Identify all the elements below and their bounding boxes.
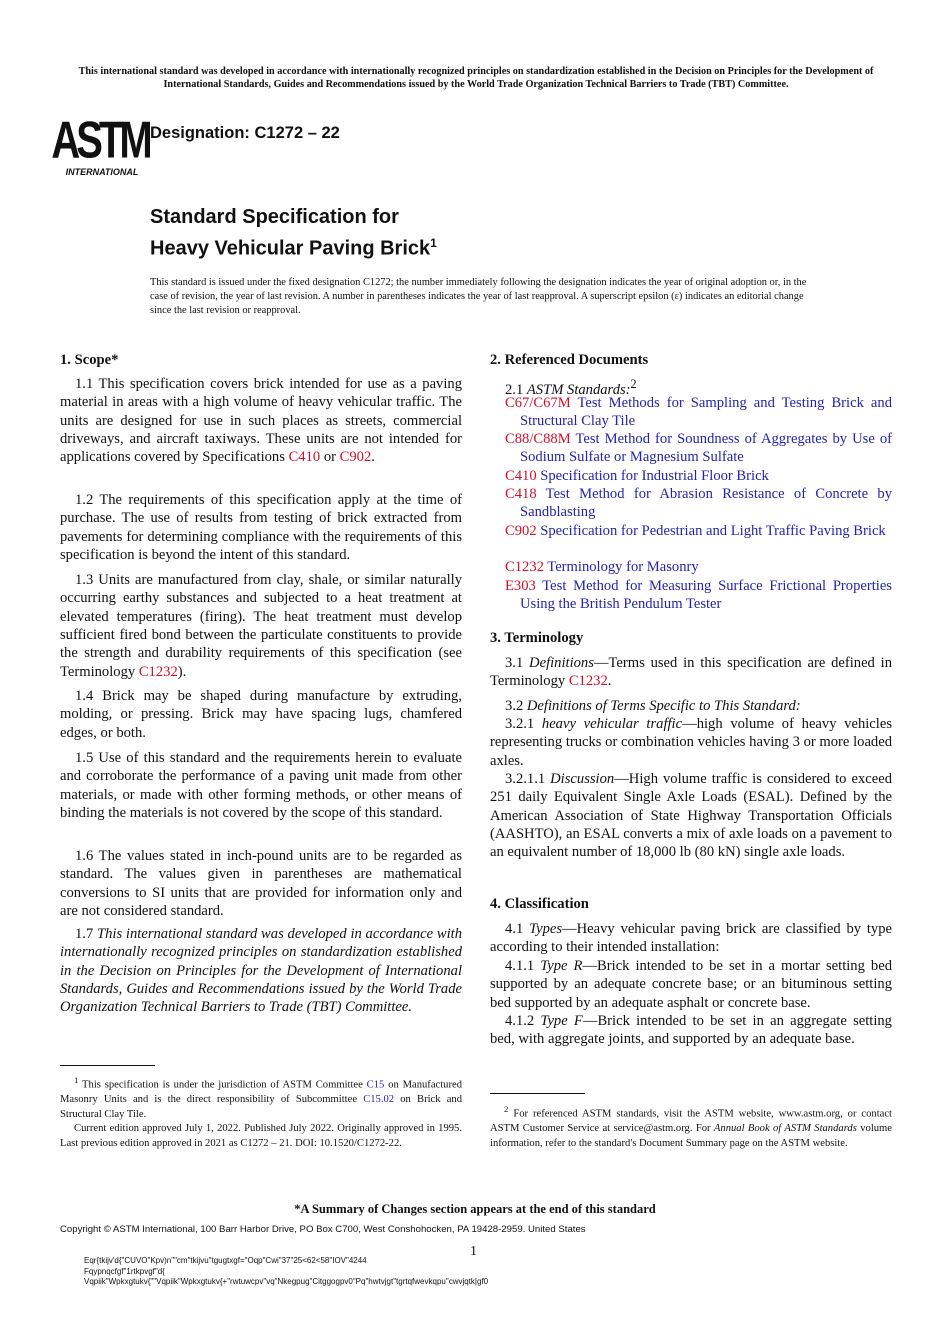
text-segment: ).: [177, 663, 187, 680]
paragraph-text: [490, 920, 892, 957]
paragraph: [60, 571, 462, 681]
paragraph: [60, 491, 462, 564]
text-segment: Types: [529, 921, 563, 937]
summary-of-changes-note: *A Summary of Changes section appears at the end of this standard: [294, 1202, 656, 1216]
paragraph-text: [505, 577, 892, 614]
reference-link[interactable]: C410: [505, 468, 537, 484]
referenced-document: [490, 522, 892, 540]
reference-link[interactable]: E303: [505, 578, 536, 594]
text-segment: 1. Scope*: [60, 352, 119, 368]
text-segment: 2.1: [505, 381, 527, 398]
text-segment: —Terms used in this specification are defined in Terminology: [490, 655, 893, 690]
text-segment: 1.1 This specification covers brick intended for use as a paving material in areas with a high volume of heavy vehicular traffic. The units are designed for use in such places as streets, commercial driveways, and aircraft taxiways. These units are not intended for applications covered by Specifications: [60, 376, 462, 466]
paragraph-text: [505, 485, 892, 522]
text-segment: .: [371, 449, 375, 466]
paragraph: [490, 654, 892, 691]
text-segment: Definitions: [529, 655, 594, 671]
footnote: [60, 1073, 462, 1122]
title-line-1: Standard Specification for: [150, 206, 399, 228]
text-segment: 2. Referenced Documents: [490, 352, 649, 368]
text-segment: 1.6 The values stated in inch-pound units are to be regarded as standard. The values given in parentheses are mathematical conversions to SI units that are provided for information only and are not considered standard.: [60, 848, 462, 920]
paragraph: [490, 770, 892, 862]
issuance-note: This standard is issued under the fixed designation C1272; the number immediately following the designation indicates the year of original adoption or, in the case of revision, the year of last revision. A number in parentheses indicates the year of last reapproval. A superscript epsilon (ε) indicates an editorial change since the last revision or reapproval.: [150, 277, 807, 316]
paragraph: [490, 715, 892, 770]
title-line-2: Heavy Vehicular Paving Brick: [150, 237, 431, 260]
paragraph-text: [60, 375, 462, 467]
reference-link[interactable]: C902: [505, 523, 537, 539]
title-footnote-ref[interactable]: 1: [430, 236, 437, 250]
paragraph-text: [505, 467, 892, 485]
text-segment: ASTM Standards:: [526, 381, 631, 398]
reference-link[interactable]: C88/C88M: [505, 431, 571, 447]
page-title: [150, 204, 437, 262]
astm-logo: [51, 108, 149, 178]
paragraph-text: [490, 629, 892, 647]
reference-link[interactable]: Test Method for Measuring Surface Frictional Properties Using the British Pendulum Tester: [520, 578, 892, 613]
text-segment: volume information, refer to the standard's Document Summary page on the ASTM website.: [490, 1123, 892, 1149]
reference-link[interactable]: Specification for Pedestrian and Light Traffic Paving Brick: [536, 523, 886, 539]
reference-link[interactable]: C1232: [138, 663, 178, 680]
text-segment: 4. Classification: [490, 896, 589, 912]
paragraph: [60, 687, 462, 742]
text-segment: This specification is under the jurisdiction of ASTM Committee: [78, 1079, 367, 1091]
text-segment: —High volume traffic is considered to exceed 251 daily Equivalent Single Axle Loads (ESAL). Defined by the American Association of State Highway Transportation Officials (AASHTO), an ESAL converts a mix of axle loads on a pavement to an equivalent number of 18,000 lb (80 kN) single axle loads.: [490, 771, 892, 861]
footnotes-right: [490, 1102, 892, 1151]
text-segment: 1.2 The requirements of this specification apply at the time of purchase. The use of results from testing of brick extracted from pavements for determining compliance with the requirements of this specification is beyond the intent of this standard.: [60, 492, 462, 564]
paragraph-text: [490, 1012, 892, 1049]
text-segment: For referenced ASTM standards, visit the ASTM website, www.astm.org, or contact ASTM Customer Service at service@astm.org. For: [490, 1108, 892, 1135]
paragraph-text: [60, 749, 462, 822]
text-segment: Discussion: [550, 771, 615, 787]
text-segment: on Manufactured Masonry Units and is the direct responsibility of Subcommittee: [60, 1079, 462, 1106]
text-segment: 3.1: [505, 655, 530, 671]
text-segment: 1.4 Brick may be shaped during manufacture by extruding, molding, or pressing. Brick may have spacing lugs, chamfered edges, or both.: [60, 688, 462, 741]
paragraph-text: [490, 351, 892, 369]
text-segment: Type R: [540, 958, 583, 974]
text-segment: 3.2.1: [505, 716, 542, 732]
paragraph-text: [60, 687, 462, 742]
reference-link[interactable]: C1232: [568, 673, 608, 690]
text-segment: This international standard was developed in accordance with internationally recognized principles on standardization established in the Decision on Principles for the Development of International Standards, Guides and Recommendations issued by the World Trade Organization Technical Barriers to Trade (TBT) Committee.: [60, 926, 463, 1016]
paragraph-text: [490, 957, 892, 1012]
referenced-document: [490, 394, 892, 431]
paragraph-text: [490, 654, 892, 691]
paragraph-text: [490, 895, 892, 913]
paragraph-text: [505, 522, 892, 540]
reference-link[interactable]: C15: [366, 1079, 385, 1091]
paragraph: [490, 957, 892, 1012]
paragraph-text: [490, 770, 892, 862]
section-heading: [490, 351, 892, 369]
watermark-line: Fqypnqcfgf"1rtkpvgf"d{: [84, 1266, 165, 1276]
text-segment: 3.2.1.1: [505, 771, 551, 787]
footnote: [490, 1102, 892, 1151]
paragraph: [60, 375, 462, 467]
text-segment: Annual Book of ASTM Standards: [713, 1123, 857, 1135]
license-watermark: [84, 1256, 488, 1288]
text-segment: 1.7: [75, 926, 98, 942]
footnote-ref[interactable]: 2: [630, 377, 637, 391]
reference-link[interactable]: Test Method for Abrasion Resistance of Concrete by Sandblasting: [520, 486, 892, 521]
footnote-ref[interactable]: 1: [74, 1075, 79, 1085]
paragraph: [490, 920, 892, 957]
paragraph-text: [60, 925, 462, 1017]
reference-link[interactable]: Specification for Industrial Floor Brick: [536, 468, 769, 484]
tbt-notice: This international standard was developed in accordance with internationally recognized principles on standardization established in the Decision on Principles for the Development of International Standards, Guides and Recommendations issued by the World Trade Organization Technical Barriers to Trade (TBT) Committee.: [78, 66, 874, 90]
text-segment: .: [607, 673, 612, 690]
watermark-line: Eqr{tkijv'd{"CUVO"Kpv)n""cm"tkijvu"tgugtxgf="Oqp"Cwi"37"25<62<58"IOV"4244: [84, 1256, 367, 1265]
paragraph: [490, 1012, 892, 1049]
reference-link[interactable]: Terminology for Masonry: [543, 559, 699, 575]
section-heading: [60, 351, 462, 369]
copyright: Copyright © ASTM International, 100 Barr Harbor Drive, PO Box C700, West Conshohocken, PA 19428-2959. United States: [60, 1224, 586, 1235]
svg-text:ASTM: ASTM: [51, 110, 149, 169]
paragraph: [60, 847, 462, 920]
text-segment: 3. Terminology: [490, 630, 584, 646]
text-segment: —Heavy vehicular paving brick are classified by type according to their intended installation:: [490, 921, 893, 956]
paragraph-text: [60, 847, 462, 920]
reference-link[interactable]: C1232: [505, 559, 544, 575]
designation: Designation: C1272 – 22: [150, 124, 340, 142]
reference-link[interactable]: Test Methods for Sampling and Testing Brick and Structural Clay Tile: [520, 395, 892, 430]
reference-link[interactable]: C67/C67M: [505, 395, 571, 411]
referenced-document: [490, 430, 892, 467]
paragraph-text: [490, 715, 892, 770]
paragraph-text: [505, 394, 892, 431]
text-segment: on Brick and Structural Clay Tile.: [60, 1094, 462, 1120]
reference-link[interactable]: Test Method for Soundness of Aggregates by Use of Sodium Sulfate or Magnesium Sulfate: [520, 431, 892, 466]
paragraph: [60, 925, 462, 1017]
text-segment: 4.1.2: [505, 1013, 541, 1029]
referenced-document: [490, 485, 892, 522]
text-segment: 1.3 Units are manufactured from clay, shale, or similar naturally occurring earthy substances and subjected to a heat treatment at elevated temperatures (firing). The heat treatment must develop sufficient fired bond between the particulate constituents to provide the strength and durability requirements of this specification (see Terminology: [60, 572, 462, 680]
referenced-document: [490, 577, 892, 614]
reference-link[interactable]: C902: [339, 449, 372, 466]
footnote-ref[interactable]: 2: [504, 1104, 509, 1114]
text-segment: 3.2: [505, 698, 527, 714]
reference-link[interactable]: C410: [288, 449, 321, 466]
footnote: [60, 1122, 462, 1151]
footnotes-left: [60, 1073, 462, 1152]
paragraph-text: [505, 558, 892, 576]
paragraph-text: [490, 697, 892, 715]
text-segment: Type F: [540, 1013, 583, 1029]
section-heading: [490, 895, 892, 913]
watermark-line: Vqpiik"Wpkxgtukv{""Vqpiik"Wpkxgtukv{+"rwtuwcpv"vq"Nkegpug"Citggogpv0"Pq"hwtvjgt"tgrtqfwevkqpu"cwvjqtk|gf0: [84, 1277, 489, 1286]
text-segment: Current edition approved July 1, 2022. Published July 2022. Originally approved in 1995. Last previous edition approved in 2021 as C1272 – 21. DOI: 10.1520/C1272-22.: [60, 1123, 462, 1149]
paragraph-text: [60, 351, 462, 369]
section-heading: [490, 629, 892, 647]
paragraph-text: [60, 571, 462, 681]
paragraph-text: [60, 491, 462, 564]
text-segment: 4.1: [505, 921, 530, 937]
text-segment: —Brick intended to be set in a mortar setting bed supported by an adequate concrete base; or an bituminous setting bed supported by an adequate asphalt or concrete base.: [490, 958, 892, 1011]
footnote-divider-left: [60, 1065, 155, 1066]
text-segment: heavy vehicular traffic: [541, 716, 683, 732]
paragraph: [490, 697, 892, 715]
reference-link[interactable]: C15.02: [363, 1094, 395, 1106]
text-segment: Definitions of Terms Specific to This Standard:: [526, 698, 801, 714]
paragraph-text: [505, 430, 892, 467]
svg-text:INTERNATIONAL: INTERNATIONAL: [65, 167, 139, 177]
text-segment: 4.1.1: [505, 958, 541, 974]
text-segment: or: [320, 449, 340, 466]
referenced-document: [490, 467, 892, 485]
paragraph: [60, 749, 462, 822]
text-segment: 1.5 Use of this standard and the requirements herein to evaluate and corroborate the performance of a paving unit made from other materials, or made with other forming methods, or other means of binding the materials is not covered by the scope of this standard.: [60, 750, 462, 822]
referenced-document: [490, 558, 892, 576]
text-segment: —Brick intended to be set in an aggregate setting bed, with aggregate joints, and supported by an adequate base.: [490, 1013, 892, 1048]
text-segment: —high volume of heavy vehicles representing trucks or combination vehicles having 3 or more loaded axles.: [490, 716, 892, 769]
footnote-divider-right: [490, 1093, 585, 1094]
reference-link[interactable]: C418: [505, 486, 537, 502]
page-number: 1: [470, 1244, 477, 1259]
